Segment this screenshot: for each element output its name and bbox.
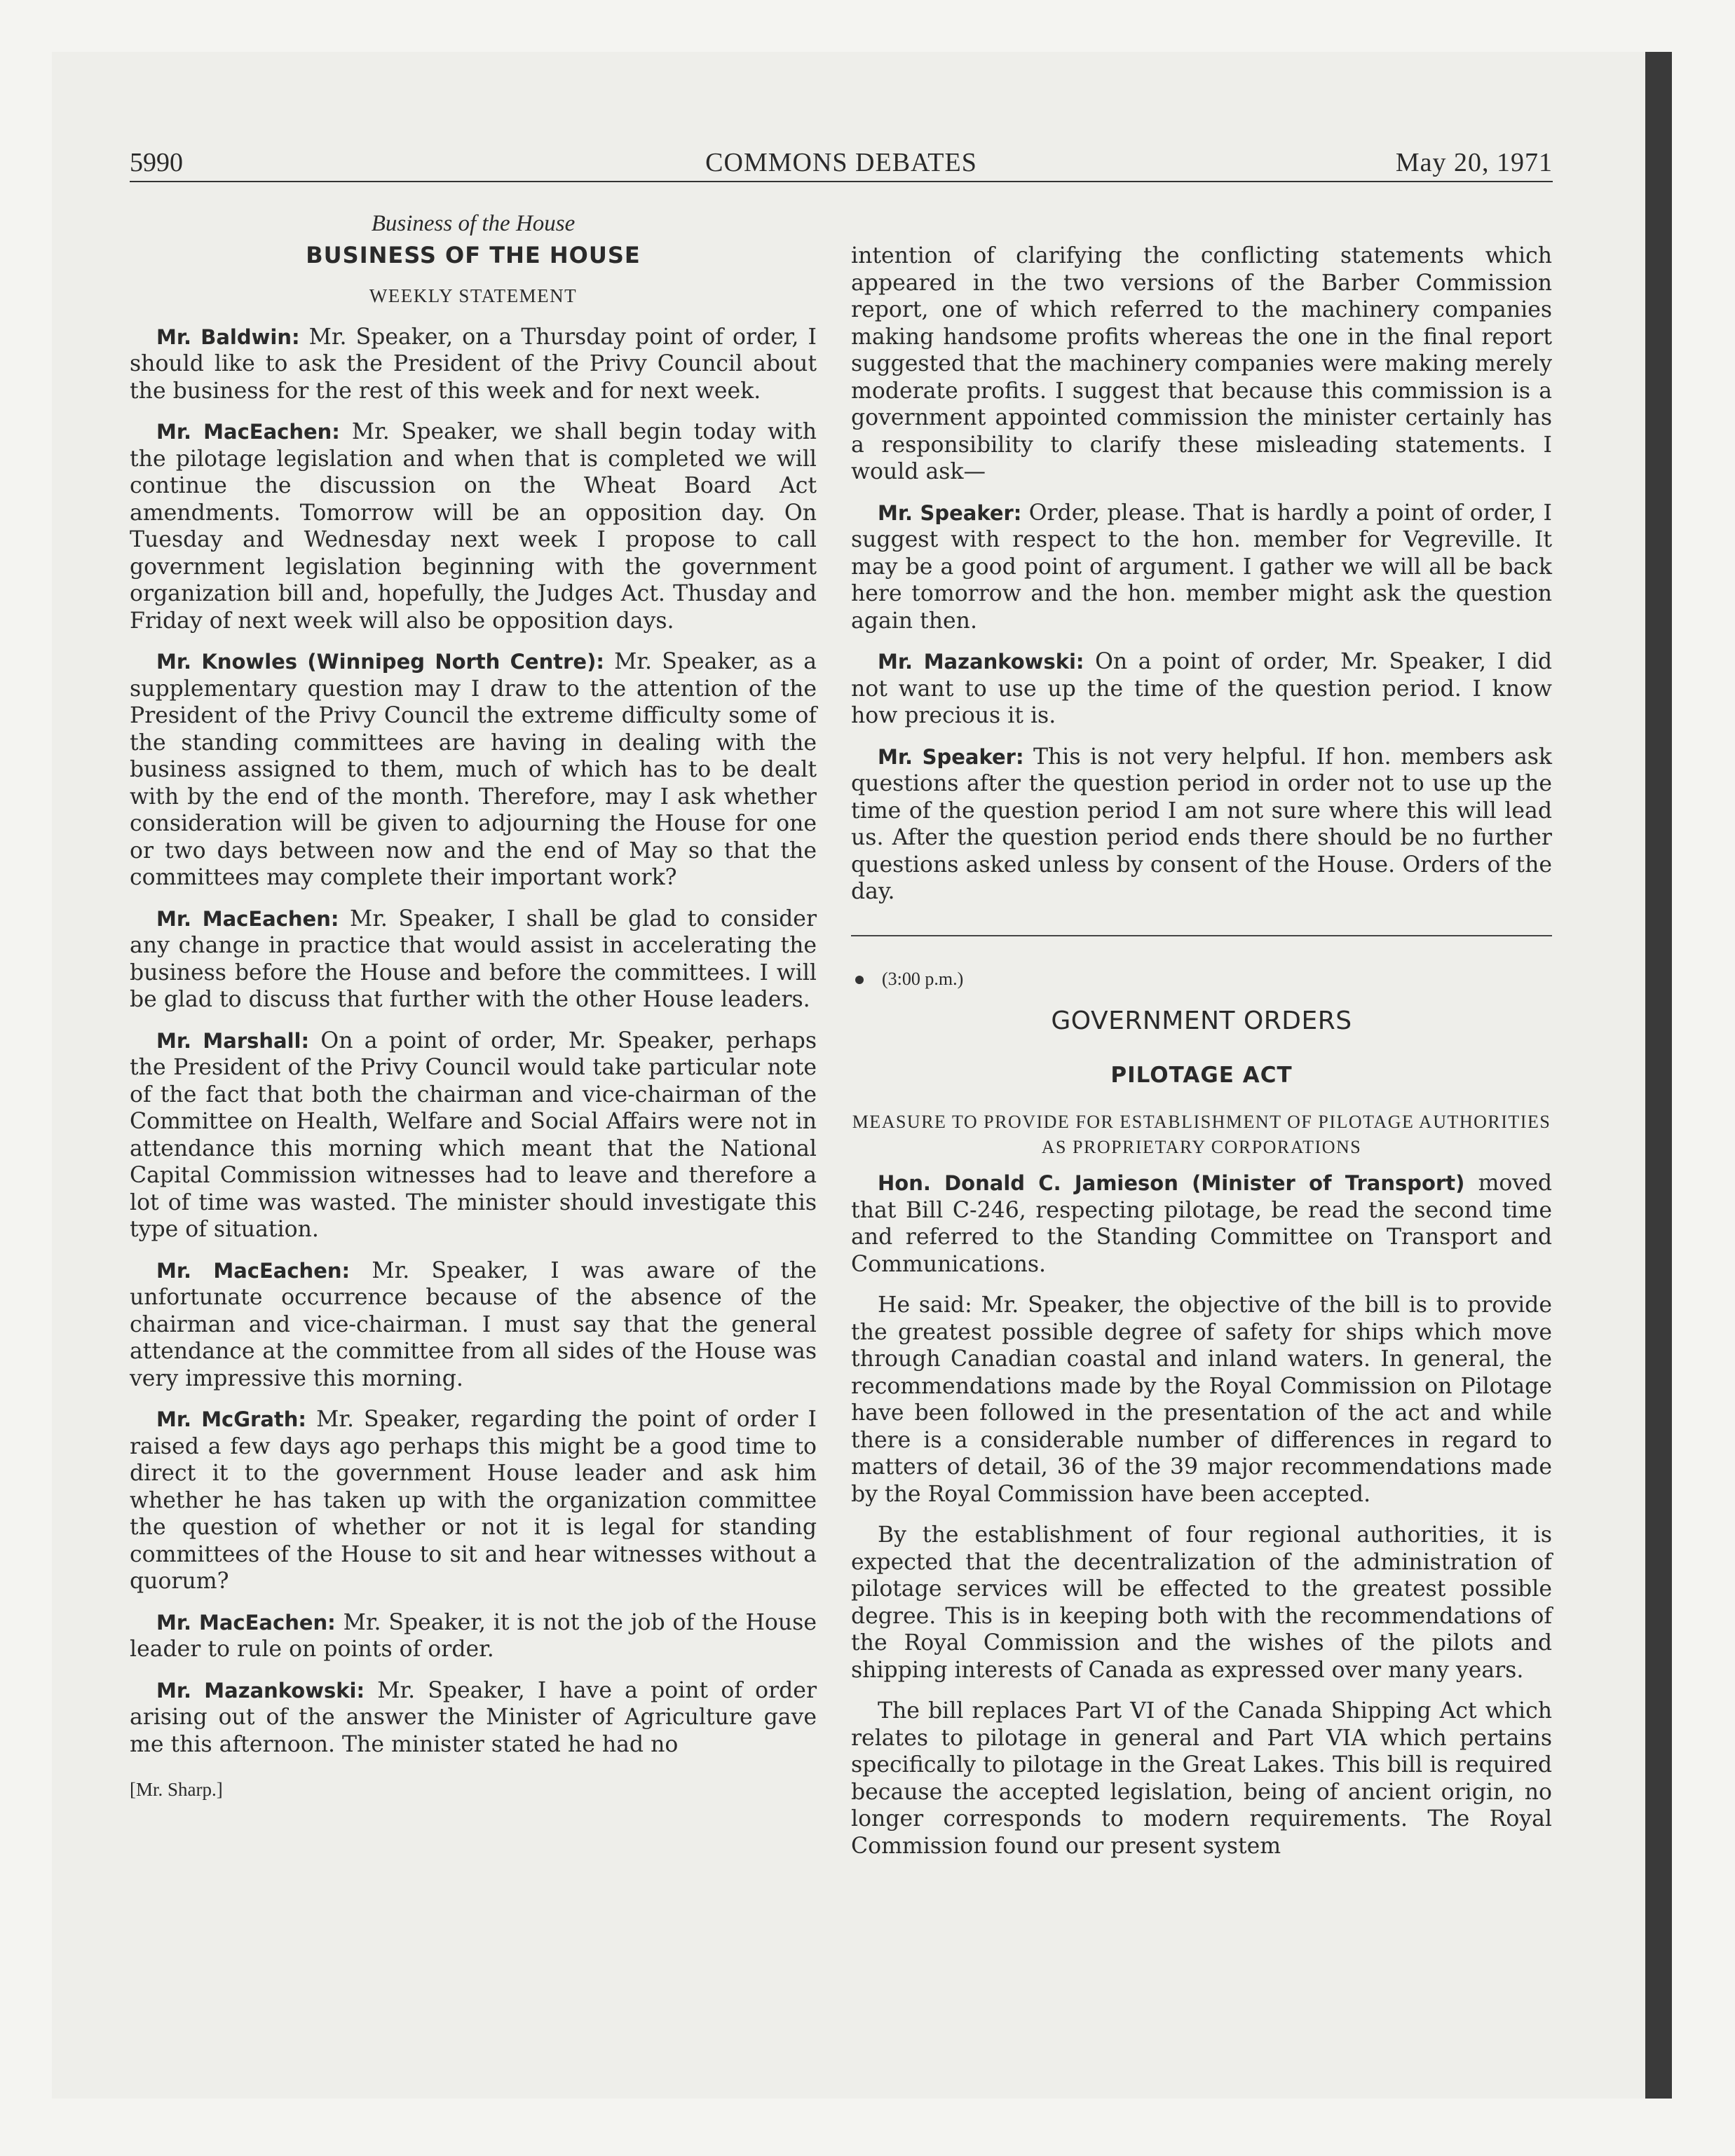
speaker-name: Mr. Speaker: [878,500,1022,525]
paragraph [130,1406,817,1595]
section-heading: GOVERNMENT ORDERS [1051,1007,1352,1035]
speaker-name: Mr. Mazankowski: [878,650,1084,674]
section-heading: BUSINESS OF THE HOUSE [306,241,641,268]
bullet-icon [855,976,864,984]
publication-title: COMMONS DEBATES [705,148,977,177]
section-divider [851,935,1552,936]
paragraph-text: Mr. Speaker, I was aware of the unfortunate occurrence because of the absence of the chairman and vice-chairman. I must say that the general attendance at the committee from all sides of the House was very impressive this morning. [130,1257,817,1391]
speaker-footnote: [Mr. Sharp.] [130,1779,223,1800]
paragraph-text: This is not very helpful. If hon. members ask questions after the question period in order not to use up the time of the question period I am not sure where this will lead us. After the question period ends there should be no further questions asked unless by consent of the House. Orders of the day. [851,744,1552,904]
paragraph [130,324,817,405]
paragraph-text: moved that Bill C-246, respecting pilotage, be read the second time and referred to the Standing Committee on Transport and Communications. [851,1171,1553,1277]
speaker-name: Mr. McGrath: [156,1407,307,1431]
paragraph [130,1609,817,1663]
paragraph-text: Order, please. That is hardly a point of order, I suggest with respect to the hon. member for Vegreville. It may be a good point of argument. I gather we will all be back here tomorrow and the hon. member might ask the question again then. [851,500,1552,634]
left-column [130,210,817,1803]
continued-paragraph: intention of clarifying the conflicting statements which appeared in the two versions of the Barber Commission report, one of which referred to the machinery companies making handsome profits whereas the one in the final report suggested that the machinery companies were making merely moderate profits. I suggest that because this commission is a government appointed commission the minister certainly has a responsibility to clarify these misleading statements. I would ask— [851,243,1552,484]
speaker-name: Mr. MacEachen: [156,906,339,931]
paragraph [130,906,817,1014]
paragraph-text: Mr. Speaker, regarding the point of order I raised a few days ago perhaps this might be a good time to direct it to the government House leader and ask him whether he has taken up with the organization committee the question of whether or not it is legal for standing committees of the House to sit and hear witnesses without a quorum? [130,1407,817,1594]
paragraph [851,500,1552,635]
page-header [130,147,1553,182]
time-text: (3:00 p.m.) [882,968,964,989]
speaker-name: Mr. MacEachen: [156,1258,351,1283]
body-paragraph: The bill replaces Part VI of the Canada Shipping Act which relates to pilotage in general and Part VIA which pertains specifically to pilotage in the Great Lakes. This bill is required because the accepted legislation, being of ancient origin, no longer corresponds to modern requirements. The Royal Commission found our present system [851,1698,1552,1859]
paragraph-text: On a point of order, Mr. Speaker, I did not want to use up the time of the question period. I know how precious it is. [851,649,1552,728]
time-marker [851,966,1552,993]
paragraph-text: Mr. Speaker, I shall be glad to consider any change in practice that would assist in accelerating the business before the House and before the committees. I will be glad to discuss that further with the other House leaders. [130,906,817,1012]
speaker-name: Mr. Marshall: [156,1028,310,1053]
paragraph [851,648,1552,730]
section-running-title: Business of the House [371,211,576,236]
speaker-name: Mr. MacEachen: [156,1610,336,1635]
paragraph [130,1257,817,1393]
scan-edge-bar [1645,52,1672,2099]
speaker-name: Mr. Knowles (Winnipeg North Centre): [156,650,604,674]
speaker-name: Mr. Baldwin: [156,325,300,349]
paragraph-text: Mr. Speaker, it is not the job of the House leader to rule on points of order. [130,1609,817,1662]
paragraph-text: On a point of order, Mr. Speaker, perhaps the President of the Privy Council would take particular note of the fact that both the chairman and vice-chairman of the Committee on Health, Welfare and Social Affairs were not in attendance this morning which meant that the National Capital Commission witnesses had to leave and therefore a lot of time was wasted. The minister should investigate this type of situation. [130,1028,817,1242]
motion-paragraph [851,1170,1552,1278]
measure-caption: MEASURE TO PROVIDE FOR ESTABLISHMENT OF PILOTAGE AUTHORITIES AS PROPRIETARY CORPORATIONS [852,1112,1551,1157]
paragraph-text: Mr. Speaker, as a supplementary question may I draw to the attention of the President of the Privy Council the extreme difficulty some of the standing committees are having in dealing with the business assigned to them, much of which has to be dealt with by the end of the month. Therefore, may I ask whether consideration will be given to adjourning the House for one or two days between now and the end of May so that the committees may complete their important work? [130,649,817,890]
paragraph [130,418,817,634]
speaker-name: Mr. Speaker: [878,744,1024,769]
body-paragraph: By the establishment of four regional authorities, it is expected that the decentralization of the administration of pilotage services will be effected to the greatest possible degree. This is in keeping both with the recommendations of the Royal Commission and the wishes of the pilots and shipping interests of Canada as expressed over many years. [851,1522,1552,1683]
subsection-heading: WEEKLY STATEMENT [369,285,578,306]
paragraph-text: Mr. Speaker, I have a point of order arising out of the answer the Minister of Agriculture gave me this afternoon. The minister stated he had no [130,1677,817,1757]
paragraph [130,1028,817,1243]
paragraph [130,1677,817,1759]
page-date: May 20, 1971 [1395,148,1553,177]
subsection-heading: PILOTAGE ACT [1110,1062,1293,1088]
paragraph-text: Mr. Speaker, we shall begin today with the pilotage legislation and when that is completed we will continue the discussion on the Wheat Board Act amendments. Tomorrow will be an opposition day. On Tuesday and Wednesday next week I propose to call government legislation beginning with the government organization bill and, hopefully, the Judges Act. Thusday and Friday of next week will also be opposition days. [130,419,817,634]
paragraph [130,648,817,892]
paragraph-text: Mr. Speaker, on a Thursday point of order, I should like to ask the President of the Privy Council about the business for the rest of this week and for next week. [130,324,817,404]
paragraph [851,744,1552,906]
right-column [851,243,1552,1874]
speaker-name: Mr. MacEachen: [156,420,340,444]
page-number: 5990 [130,148,183,177]
speaker-name: Hon. Donald C. Jamieson (Minister of Transport) [878,1171,1465,1195]
body-paragraph: He said: Mr. Speaker, the objective of the bill is to provide the greatest possible degree of safety for ships which move through Canadian coastal and inland waters. In general, the recommendations made by the Royal Commission on Pilotage have been followed in the presentation of the act and while there is a considerable number of differences in regard to matters of detail, 36 of the 39 major recommendations made by the Royal Commission have been accepted. [851,1292,1552,1507]
speaker-name: Mr. Mazankowski: [156,1678,365,1703]
